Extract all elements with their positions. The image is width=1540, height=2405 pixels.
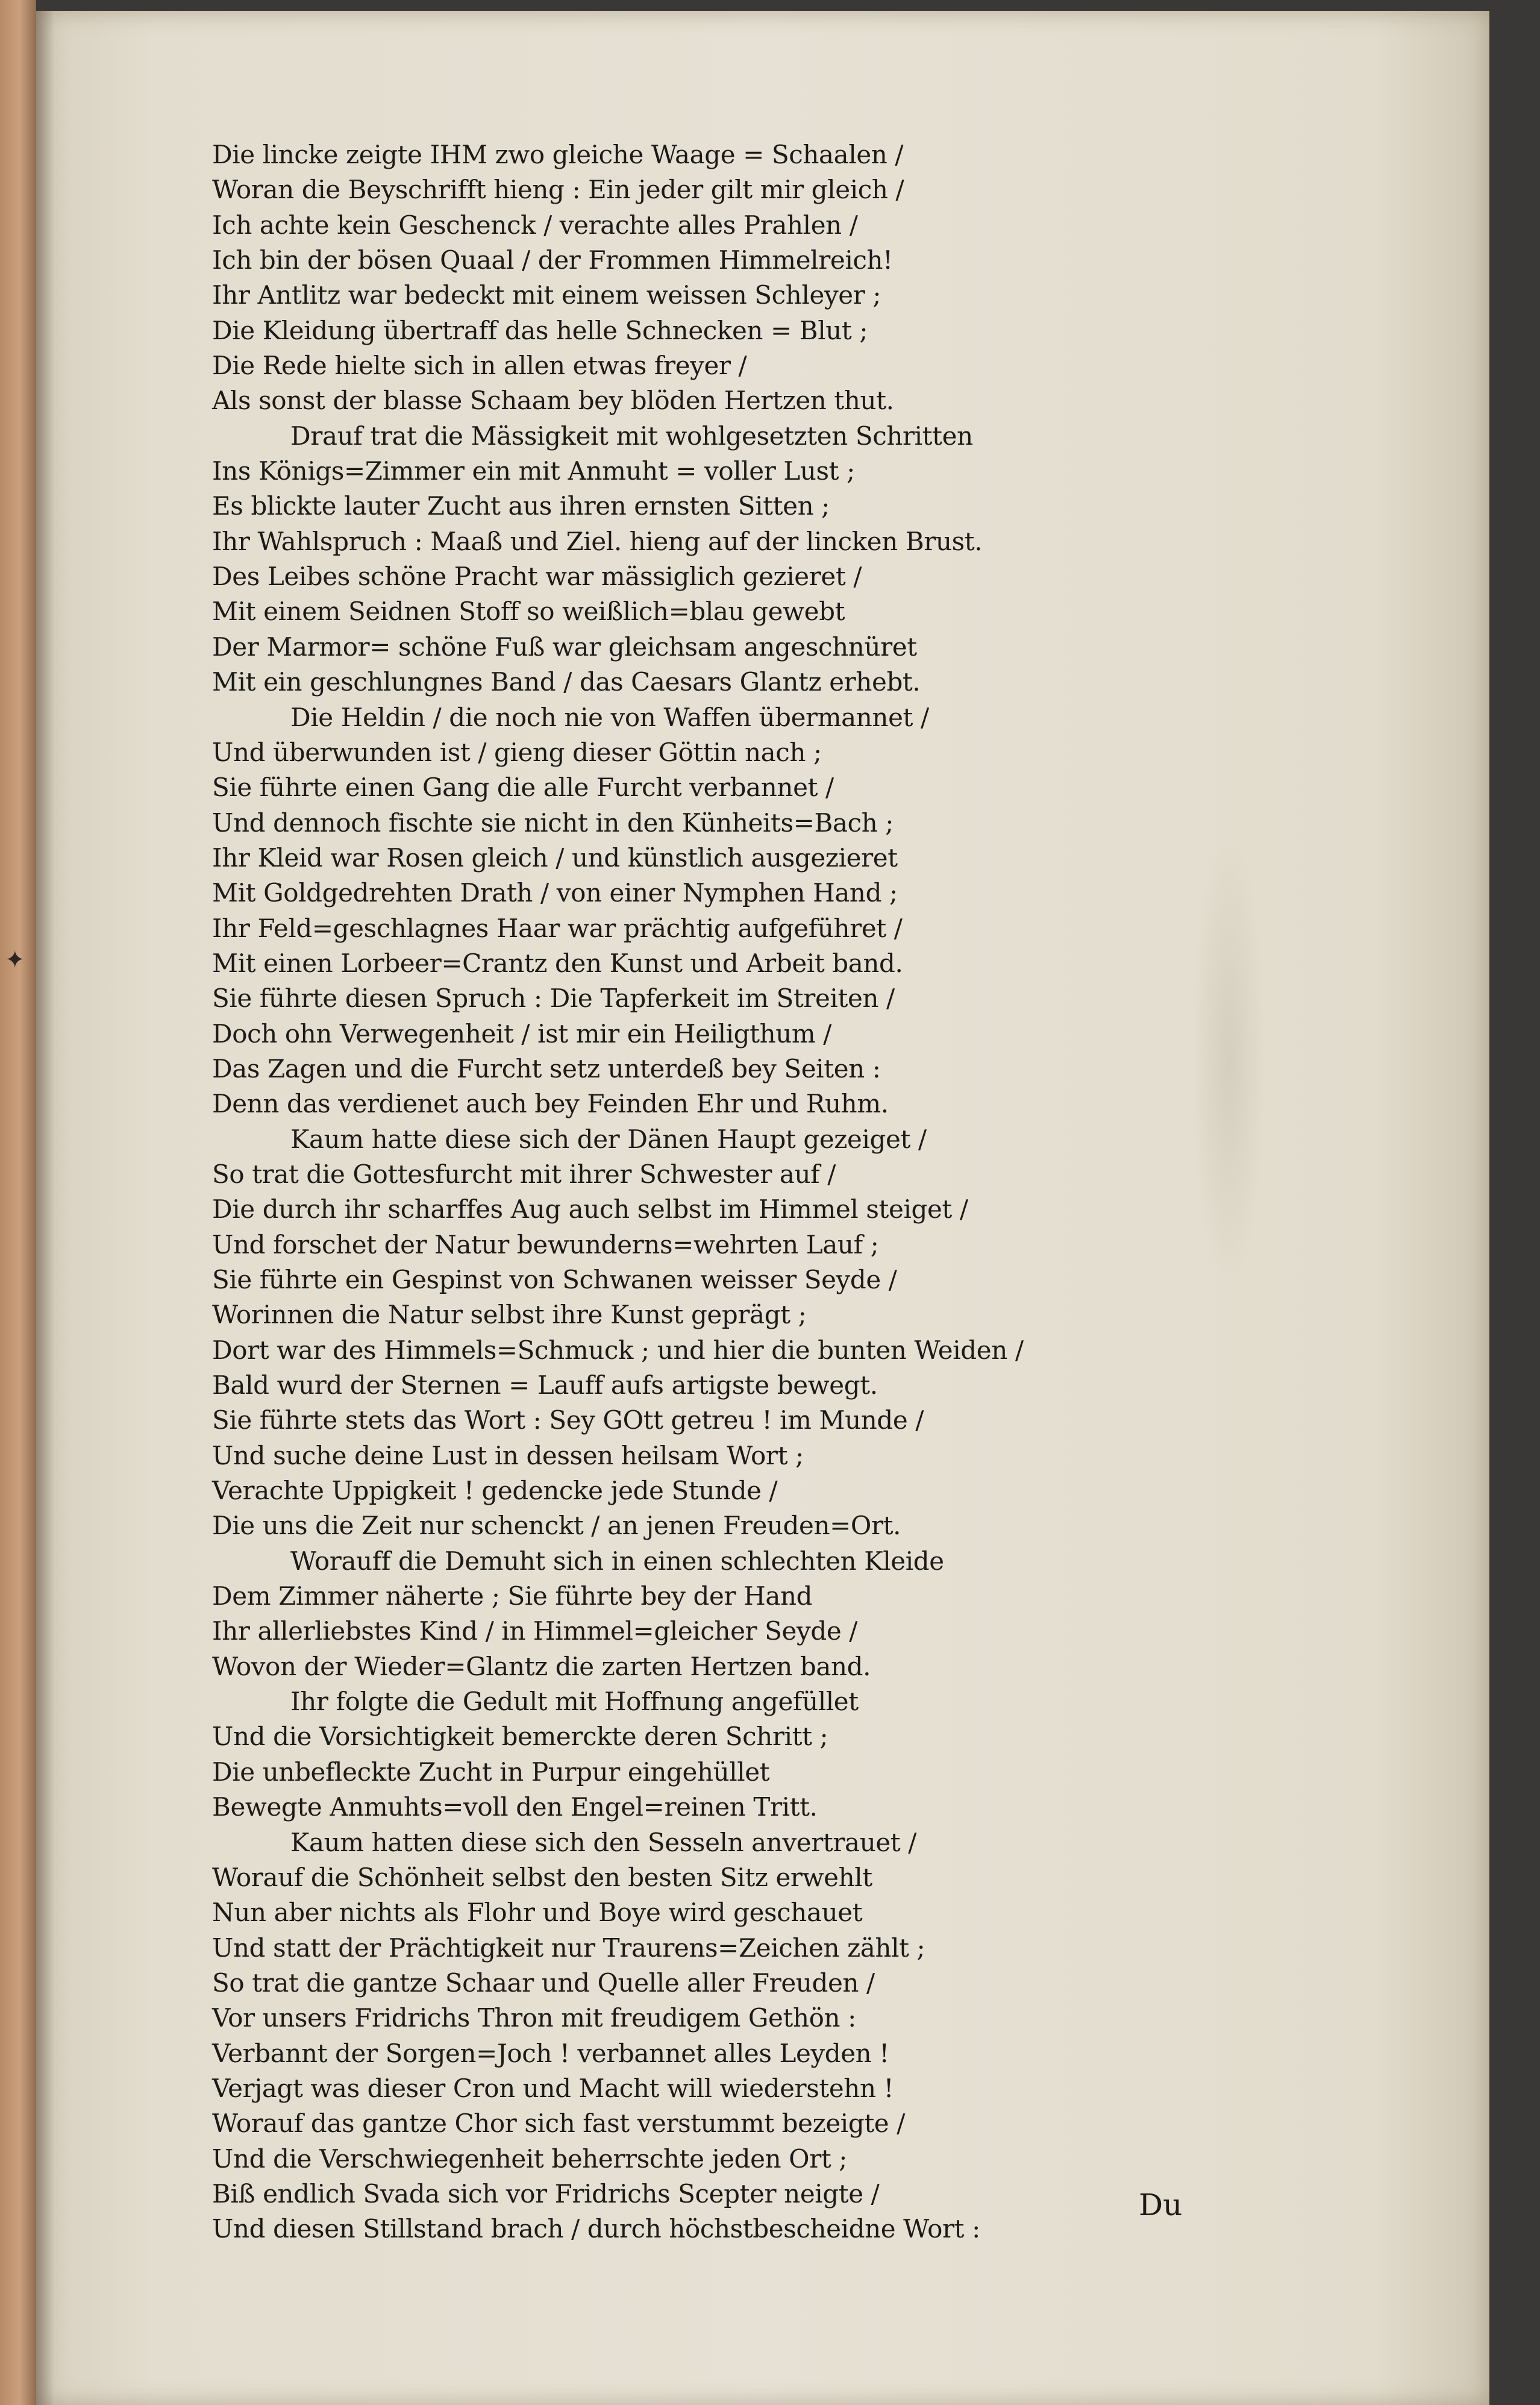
poem-line: Und die Vorsichtigkeit bemerckte deren Schritt ; [212, 1722, 828, 1752]
poem-line: Und statt der Prächtigkeit nur Traurens=Zeichen zählt ; [212, 1933, 925, 1963]
poem-line: Mit einem Seidnen Stoff so weißlich=blau gewebt [212, 597, 845, 627]
poem-line: Und dennoch fischte sie nicht in den Künheits=Bach ; [212, 807, 894, 838]
poem-line: Ihr allerliebstes Kind / in Himmel=gleicher Seyde / [212, 1616, 857, 1646]
poem-line: Bewegte Anmuhts=voll den Engel=reinen Tritt. [212, 1792, 818, 1822]
gutter-shadow [36, 11, 54, 2405]
poem-line: Sie führte stets das Wort : Sey GOtt getreu ! im Munde / [212, 1405, 924, 1435]
poem-line: Die uns die Zeit nur schenckt / an jenen Freuden=Ort. [212, 1511, 901, 1541]
poem-line: Biß endlich Svada sich vor Fridrichs Scepter neigte / [212, 2178, 880, 2209]
poem-line: Denn das verdienet auch bey Feinden Ehr und Ruhm. [212, 1089, 889, 1119]
poem-line: Und forschet der Natur bewunderns=wehrten Lauf ; [212, 1229, 879, 1259]
margin-mark: ✦ [5, 946, 25, 974]
poem-line: Worauff die Demuht sich in einen schlechten Kleide [290, 1546, 944, 1576]
poem-line: Ihr Antlitz war bedeckt mit einem weissen Schleyer ; [212, 280, 881, 310]
poem-line: Und suche deine Lust in dessen heilsam Wort ; [212, 1440, 804, 1470]
poem-line: Worauf das gantze Chor sich fast verstummt bezeigte / [212, 2109, 905, 2139]
poem-line: Die Rede hielte sich in allen etwas freyer / [212, 351, 747, 381]
poem-line: Sie führte ein Gespinst von Schwanen weisser Seyde / [212, 1265, 897, 1294]
poem-line: Ich achte kein Geschenck / verachte alles Prahlen / [212, 210, 858, 240]
catchword: Du [1139, 2187, 1183, 2222]
poem-line: Wovon der Wieder=Glantz die zarten Hertzen band. [212, 1651, 871, 1681]
poem-line: Es blickte lauter Zucht aus ihren ernsten Sitten ; [212, 491, 830, 521]
poem-line: Mit ein geschlungnes Band / das Caesars Glantz erhebt. [212, 667, 921, 697]
poem-line: Kaum hatten diese sich den Sesseln anvertrauet / [290, 1827, 916, 1857]
poem-text-block [212, 137, 1152, 2247]
poem-line: Die durch ihr scharffes Aug auch selbst im Himmel steiget / [212, 1194, 968, 1224]
poem-line: Nun aber nichts als Flohr und Boye wird geschauet [212, 1898, 863, 1928]
poem-line: Vor unsers Fridrichs Thron mit freudigem Gethön : [212, 2003, 856, 2033]
poem-line: Ihr Wahlspruch : Maaß und Ziel. hieng auf der lincken Brust. [212, 526, 983, 556]
poem-line: Ins Königs=Zimmer ein mit Anmuht = voller Lust ; [212, 456, 855, 486]
poem-line: Drauf trat die Mässigkeit mit wohlgesetzten Schritten [290, 421, 973, 451]
poem-line: So trat die Gottesfurcht mit ihrer Schwester auf / [212, 1159, 836, 1189]
poem-line: Sie führte diesen Spruch : Die Tapferkeit im Streiten / [212, 983, 895, 1014]
poem-line: Worinnen die Natur selbst ihre Kunst geprägt ; [212, 1300, 807, 1330]
poem-line: Als sonst der blasse Schaam bey blöden Hertzen thut. [212, 386, 894, 416]
poem-line: Mit einen Lorbeer=Crantz den Kunst und Arbeit band. [212, 948, 903, 978]
poem-line: Verbannt der Sorgen=Joch ! verbannet alles Leyden ! [212, 2038, 889, 2068]
poem-line: Dem Zimmer näherte ; Sie führte bey der Hand [212, 1581, 813, 1611]
poem-line: Die Kleidung übertraff das helle Schnecken = Blut ; [212, 315, 868, 345]
poem-line: Mit Goldgedrehten Drath / von einer Nymphen Hand ; [212, 878, 898, 908]
poem-line: Des Leibes schöne Pracht war mässiglich gezieret / [212, 562, 862, 592]
poem-line: Sie führte einen Gang die alle Furcht verbannet / [212, 773, 834, 803]
poem-line: Und überwunden ist / gieng dieser Göttin nach ; [212, 737, 822, 767]
poem-line: Und diesen Stillstand brach / durch höchstbescheidne Wort : [212, 2214, 980, 2244]
poem-line: Doch ohn Verwegenheit / ist mir ein Heiligthum / [212, 1018, 832, 1049]
poem-line: Die lincke zeigte IHM zwo gleiche Waage = Schaalen / [212, 140, 904, 169]
poem-line: Die unbefleckte Zucht in Purpur eingehüllet [212, 1757, 770, 1787]
poem-line: Kaum hatte diese sich der Dänen Haupt gezeiget / [290, 1124, 927, 1154]
poem-line: Das Zagen und die Furcht setz unterdeß bey Seiten : [212, 1053, 881, 1083]
poem-line: Dort war des Himmels=Schmuck ; und hier die bunten Weiden / [212, 1335, 1024, 1365]
poem-line: Ihr Feld=geschlagnes Haar war prächtig aufgeführet / [212, 913, 903, 943]
poem-line: Ihr folgte die Gedult mit Hoffnung angefüllet [290, 1687, 859, 1717]
bleed-through-stain [1193, 832, 1265, 1290]
poem-line: Der Marmor= schöne Fuß war gleichsam angeschnüret [212, 632, 917, 662]
left-page-edge [0, 0, 36, 2405]
poem-line: Verjagt was dieser Cron und Macht will wiederstehn ! [212, 2073, 894, 2103]
poem-line: Woran die Beyschrifft hieng : Ein jeder gilt mir gleich / [212, 175, 904, 205]
poem-line: Verachte Uppigkeit ! gedencke jede Stunde / [212, 1476, 778, 1506]
poem-line: So trat die gantze Schaar und Quelle aller Freuden / [212, 1968, 875, 1998]
poem-line: Worauf die Schönheit selbst den besten Sitz erwehlt [212, 1862, 872, 1892]
poem-line: Ihr Kleid war Rosen gleich / und künstlich ausgezieret [212, 842, 898, 873]
poem-line: Ich bin der bösen Quaal / der Frommen Himmelreich! [212, 245, 893, 275]
poem-line: Die Heldin / die noch nie von Waffen übermannet / [290, 702, 929, 732]
poem-line: Bald wurd der Sternen = Lauff aufs artigste bewegt. [212, 1370, 878, 1400]
poem-line: Und die Verschwiegenheit beherrschte jeden Ort ; [212, 2143, 848, 2174]
